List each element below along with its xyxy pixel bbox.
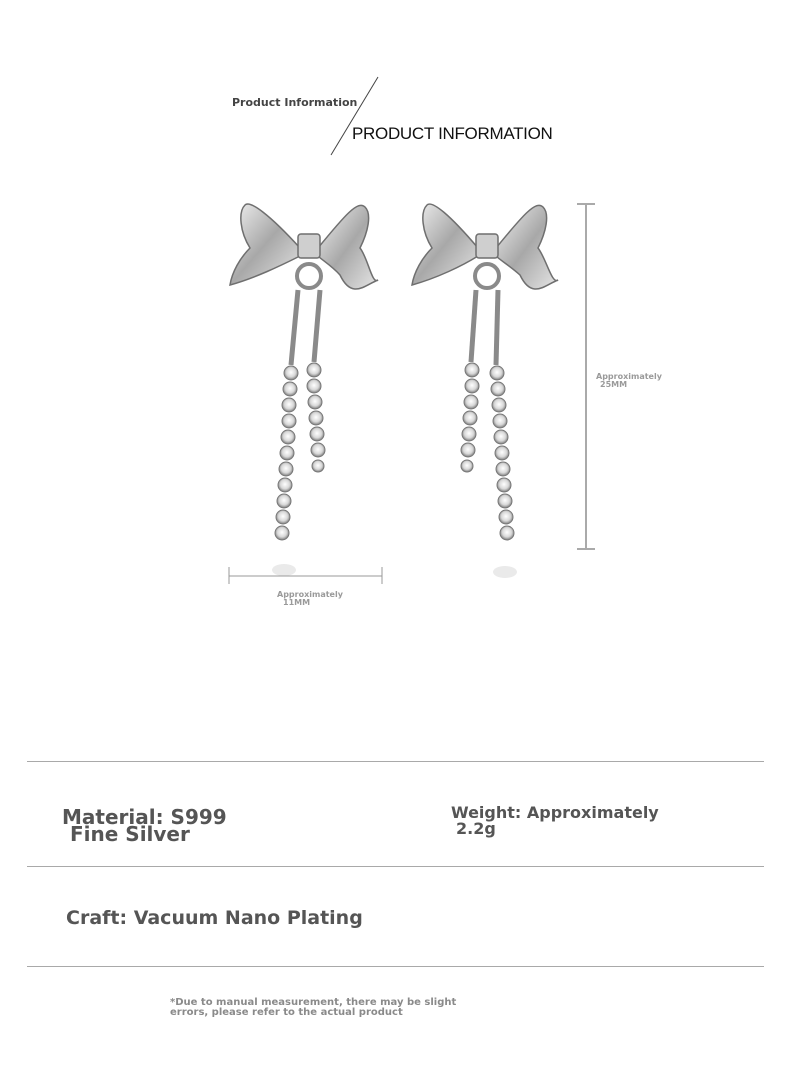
material-spec: Material: S999: [62, 805, 227, 829]
bow-right-wing: [318, 205, 378, 289]
gem-strand-short: [461, 363, 479, 472]
weight-spec: Weight: Approximately: [451, 803, 659, 822]
section-subtitle: Product Information: [232, 96, 358, 109]
divider: [27, 866, 764, 867]
left-earring: [230, 204, 378, 576]
gem-strand-long: [275, 366, 298, 540]
width-dimension-value: 11MM: [283, 598, 311, 607]
material-spec-detail: Fine Silver: [70, 822, 190, 846]
width-dimension-line: [229, 567, 382, 584]
bow-knot: [298, 234, 320, 258]
bow-ring: [297, 264, 321, 288]
measurement-note-continued: errors, please refer to the actual product: [170, 1007, 403, 1018]
height-dimension-line: [577, 204, 595, 549]
measurement-note: *Due to manual measurement, there may be slight: [170, 997, 457, 1008]
header-slash: [331, 77, 378, 155]
height-dimension-value: 25MM: [600, 380, 628, 389]
width-dimension-label: Approximately: [277, 590, 343, 599]
bow-knot: [476, 234, 498, 258]
divider: [27, 761, 764, 762]
bow-left-wing: [412, 204, 478, 285]
craft-spec: Craft: Vacuum Nano Plating: [66, 907, 363, 929]
bow-left-wing: [230, 204, 300, 285]
gem-strand-long: [490, 366, 514, 540]
divider: [27, 966, 764, 967]
bow-ring: [475, 264, 499, 288]
gem-strand-short: [307, 363, 325, 472]
bow-right-wing: [496, 205, 558, 289]
right-earring: [412, 204, 558, 578]
weight-spec-value: 2.2g: [456, 819, 496, 838]
height-dimension-label: Approximately: [596, 372, 662, 381]
section-title: PRODUCT INFORMATION: [352, 124, 553, 143]
